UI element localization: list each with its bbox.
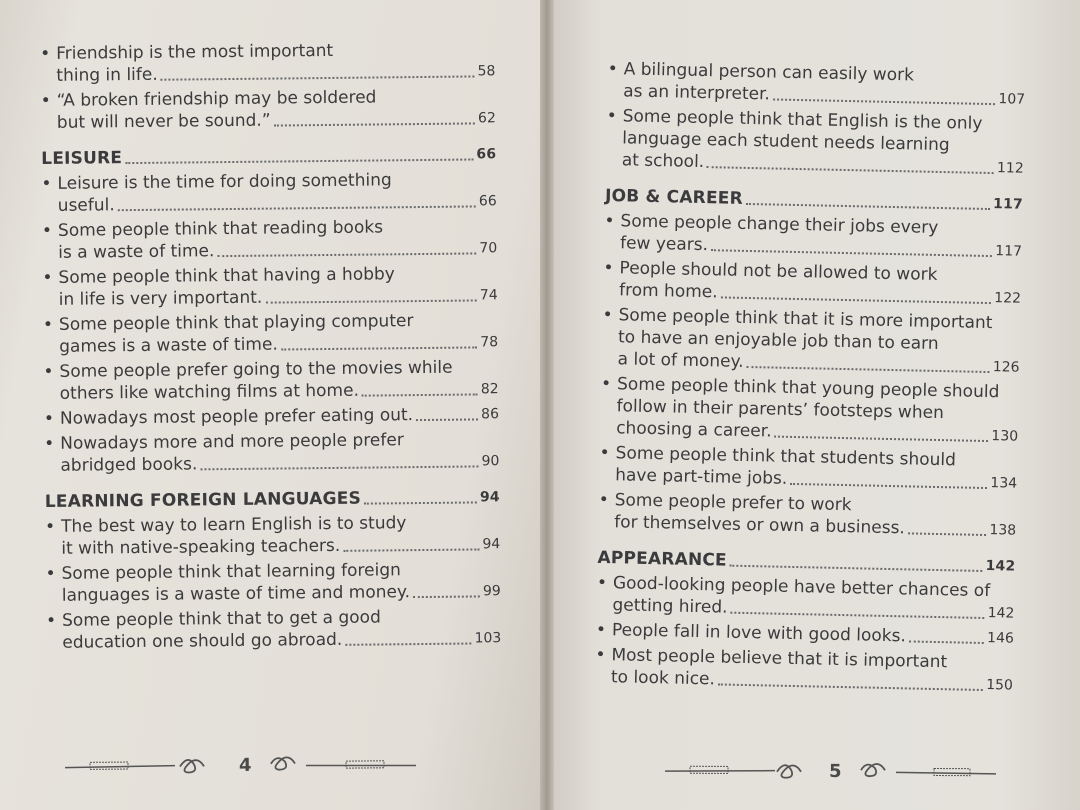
entry-text: The best way to learn English is to study [60,513,407,537]
bullet-icon: • [602,304,613,326]
bullet-icon: • [40,43,51,64]
toc-entry [601,304,1020,379]
section-title: LEARNING FOREIGN LANGUAGES [44,488,362,512]
entry-text: others like watching films at home. [59,380,360,404]
entry-text: Some people prefer going to the movies while [59,357,453,382]
page-ref: 130 [991,428,1019,445]
entry-text: at school. [621,150,705,173]
dot-leader [345,643,471,646]
dot-leader [416,418,478,421]
bullet-icon: • [607,58,618,80]
dot-leader [125,158,473,164]
entry-text: have part-time jobs. [614,465,788,489]
entry-line [46,580,501,607]
toc-entry [599,442,1018,495]
bullet-icon: • [604,210,615,232]
page-ref: 126 [992,359,1020,376]
right-footer [665,757,1006,785]
bullet-icon: • [40,90,51,111]
entry-text: thing in life. [56,64,158,86]
toc-entry [41,168,496,217]
dot-leader [746,203,990,210]
entry-text: choosing a career. [615,418,772,442]
dot-leader [161,75,475,80]
entry-text: but will never be sound.” [56,110,271,133]
page-ref: 66 [476,146,497,163]
section-heading [41,143,496,170]
dot-leader [790,483,987,489]
entry-line [41,107,496,134]
entry-text: is a waste of time. [58,241,215,263]
page-ref: 82 [480,381,499,398]
entry-text: People should not be allowed to work [619,258,938,285]
toc-entry [595,644,1014,697]
dot-leader [747,366,990,373]
section-title: LEISURE [41,148,123,169]
entry-text: Some people think that reading books [57,217,384,241]
page-ref: 146 [986,630,1015,647]
toc-entry [600,373,1019,448]
entry-text: for themselves or own a business. [614,512,906,539]
dot-leader [730,612,984,619]
entry-text: Some people think that to get a good [61,607,381,631]
ornament-left-icon [665,757,815,784]
toc-entry [604,210,1023,263]
entry-text: Leisure is the time for doing something [57,170,392,194]
dot-leader [773,98,996,105]
toc-entry [42,262,497,311]
toc-entry [44,428,499,477]
bullet-icon: • [603,257,614,279]
entry-text: Nowadays more and more people prefer [60,430,404,454]
entry-line [42,190,497,217]
dot-leader [908,532,987,536]
entry-line [43,284,498,311]
dot-leader [413,595,480,598]
toc-entry [43,356,498,405]
dot-leader [343,548,479,551]
bullet-icon: • [600,373,612,395]
entry-text: to have an enjoyable job than to earn [617,327,939,354]
dot-leader [711,249,992,257]
toc-entry [40,38,495,87]
bullet-icon: • [598,489,609,511]
entry-text: useful. [57,195,115,216]
dot-leader [274,122,475,126]
page-ref: 117 [992,196,1024,213]
page-ref: 74 [479,287,498,304]
entry-text: in life is very important. [58,287,263,310]
entry-text: A bilingual person can easily work [623,59,915,86]
page-ref: 78 [480,334,499,351]
entry-line [44,403,499,430]
page-ref: 138 [989,522,1017,539]
toc-entry [603,257,1022,310]
page-ref: 117 [995,243,1023,260]
bullet-icon: • [595,619,607,641]
page-ref: 142 [987,605,1015,622]
page-ref: 90 [481,453,500,470]
dot-leader [707,166,994,174]
page-ref: 134 [990,475,1018,492]
page-ref: 58 [477,63,496,80]
page-ref: 103 [474,630,502,647]
entry-text: Some people think that English is the only [622,106,983,134]
page-number: 5 [828,760,842,782]
dot-leader [909,640,984,644]
entry-line [40,60,495,87]
page-ref: 99 [482,583,501,600]
toc-entry [41,85,496,134]
dot-leader [718,683,983,691]
ornament-right-icon [855,758,1005,785]
entry-text: Good-looking people have better chances of [612,573,991,602]
page-ref: 70 [479,240,498,257]
bullet-icon: • [44,516,56,537]
toc-entry [607,58,1026,111]
dot-leader [118,205,476,211]
dot-leader [774,436,988,442]
ornament-left-icon [65,752,225,779]
entry-text: follow in their parents’ footsteps when [616,396,945,424]
bullet-icon: • [595,644,606,666]
left-toc [40,35,501,654]
entry-text: Some people think that having a hobby [58,264,395,288]
dot-leader [265,299,477,303]
entry-text: abridged books. [60,454,198,476]
toc-entry [598,489,1017,542]
entry-text: a lot of money. [617,349,744,372]
entry-text: languages is a waste of time and money. [61,582,411,606]
section-title: JOB & CAREER [604,185,744,209]
dot-leader [730,565,983,572]
page-ref: 107 [998,91,1026,108]
dot-leader [200,465,478,470]
entry-text: as an interpreter. [623,81,771,105]
left-footer [65,750,426,779]
bullet-icon: • [42,314,54,335]
toc-entry [46,605,501,654]
page-ref: 94 [479,489,500,506]
bullet-icon: • [44,433,55,454]
section-title: APPEARANCE [597,547,728,571]
entry-line [45,533,500,560]
entry-text: language each student needs learning [622,128,950,156]
page-ref: 142 [985,558,1016,575]
entry-text: getting hired. [612,595,728,618]
entry-text: Some people think that students should [615,443,957,471]
dot-leader [281,346,478,350]
section-heading [45,486,500,513]
bullet-icon: • [42,267,53,288]
dot-leader [217,252,476,257]
entry-text: “A broken friendship may be soldered [56,87,377,111]
toc-entry [45,558,500,607]
bullet-icon: • [45,610,57,631]
entry-text: Some people prefer to work [614,490,852,516]
dot-leader [721,296,992,304]
bullet-icon: • [43,361,54,382]
page-ref: 112 [996,160,1024,177]
toc-entry [44,403,499,430]
page-ref: 94 [482,536,501,553]
entry-text: few years. [619,233,709,256]
toc-entry [43,309,498,358]
bullet-icon: • [606,105,617,127]
page-ref: 66 [478,193,497,210]
entry-text: from home. [618,280,718,303]
bullet-icon: • [41,173,52,194]
entry-text: Most people believe that it is important [611,645,948,673]
toc-entry [45,511,500,560]
right-toc [595,55,1026,697]
entry-text: Some people think that learning foreign [61,560,401,584]
entry-text: Some people think that young people should [616,374,1000,403]
bullet-icon: • [599,442,610,464]
entry-text: Friendship is the most important [56,40,334,64]
entry-text: to look nice. [610,667,716,690]
entry-text: Some people think that playing computer [58,311,414,335]
toc-entry [596,572,1015,625]
entry-text: education one should go abroad. [62,629,343,653]
page-number: 4 [238,754,252,776]
toc-entry [606,105,1025,180]
dot-leader [364,501,477,504]
toc-entry [42,215,497,264]
dot-leader [362,393,478,396]
entry-line [43,331,498,358]
entry-text: Some people think that it is more important [618,305,993,334]
entry-text: Some people change their jobs every [620,211,939,238]
entry-text: People fall in love with good looks. [611,620,907,647]
entry-text: Nowadays most people prefer eating out. [59,405,414,429]
page-ref: 150 [985,677,1014,694]
bullet-icon: • [45,563,56,584]
bullet-icon: • [41,220,53,241]
page-ref: 86 [481,406,500,423]
bullet-icon: • [596,572,608,594]
entry-line [42,237,497,264]
entry-text: it with native-speaking teachers. [61,535,341,559]
bullet-icon: • [43,408,55,429]
entry-line [44,378,499,405]
ornament-right-icon [265,750,425,777]
page-ref: 62 [477,110,496,127]
entry-text: games is a waste of time. [59,334,278,357]
book-gutter [540,0,554,810]
page-ref: 122 [994,290,1022,307]
entry-line [44,450,499,477]
